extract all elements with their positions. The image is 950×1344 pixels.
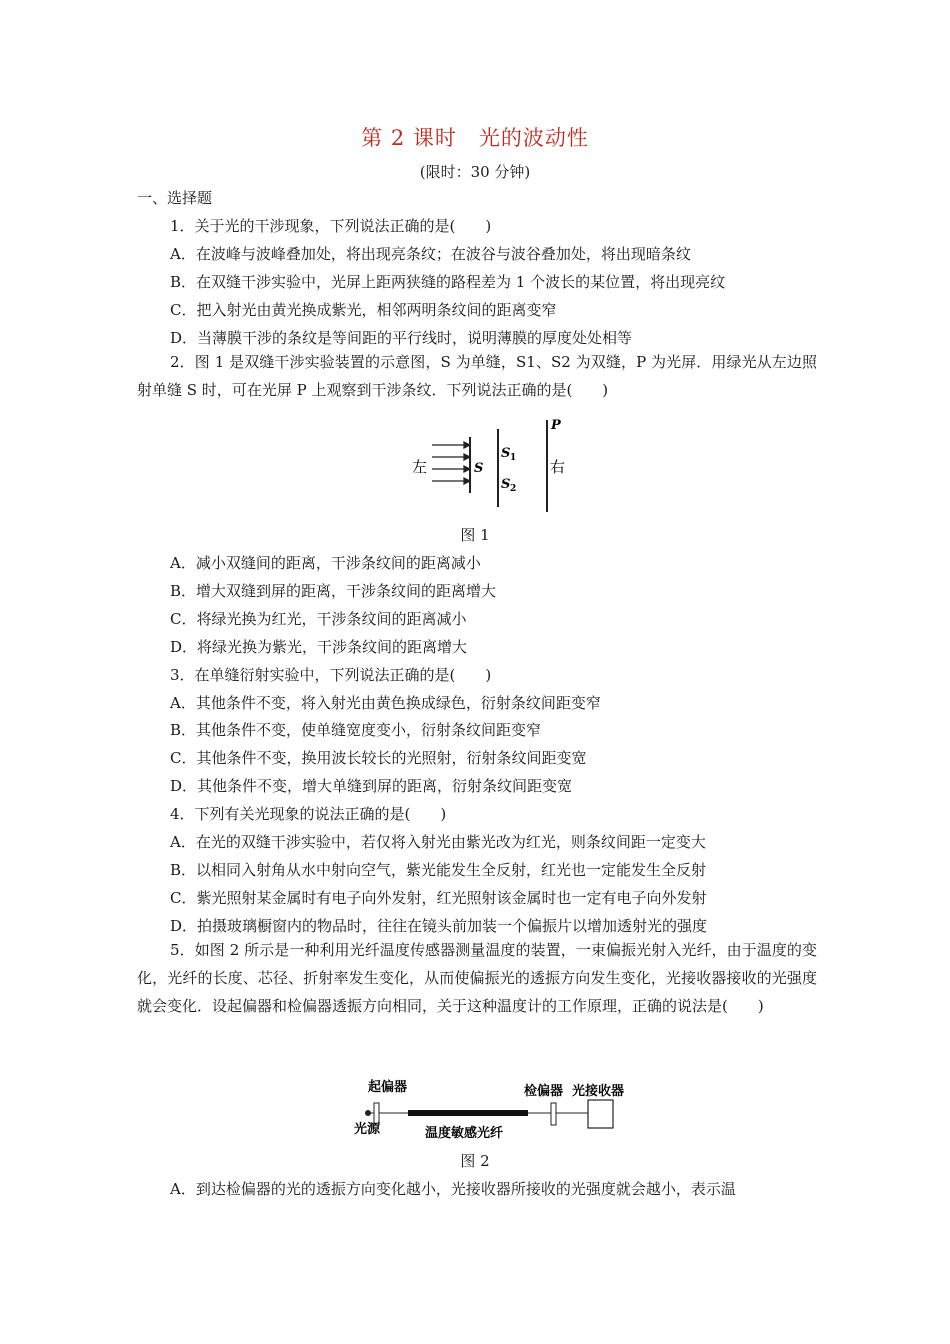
figure-1-double-slit bbox=[400, 415, 580, 515]
fig1-label-s2-sub: 2 bbox=[510, 484, 517, 494]
q3-option-b: B．其他条件不变，使单缝宽度变小，衍射条纹间距变窄 bbox=[170, 721, 542, 739]
q4-option-b: B．以相同入射角从水中射向空气，紫光能发生全反射，红光也一定能发生全反射 bbox=[170, 861, 707, 879]
fig1-label-s1: S bbox=[501, 446, 511, 461]
fig2-label-analyzer: 检偏器 bbox=[524, 1084, 564, 1099]
fig2-label-receiver: 光接收器 bbox=[572, 1084, 625, 1099]
q5-option-a: A．到达检偏器的光的透振方向变化越小，光接收器所接收的光强度就会越小，表示温 bbox=[170, 1180, 736, 1198]
fig2-label-fiber: 温度敏感光纤 bbox=[425, 1126, 504, 1141]
q1-option-b: B．在双缝干涉实验中，光屏上距两狭缝的路程差为 1 个波长的某位置，将出现亮纹 bbox=[170, 273, 726, 291]
q4-option-a: A．在光的双缝干涉实验中，若仅将入射光由紫光改为红光，则条纹间距一定变大 bbox=[170, 833, 706, 851]
q1-stem: 1．关于光的干涉现象，下列说法正确的是( ) bbox=[170, 217, 492, 235]
fig1-label-left: 左 bbox=[412, 458, 428, 476]
q3-option-a: A．其他条件不变，将入射光由黄色换成绿色，衍射条纹间距变窄 bbox=[170, 694, 601, 712]
receiver-box bbox=[588, 1100, 613, 1128]
q4-stem: 4．下列有关光现象的说法正确的是( ) bbox=[170, 805, 447, 823]
q2-option-d: D．将绿光换为紫光，干涉条纹间的距离增大 bbox=[170, 638, 468, 656]
fig2-label-polarizer: 起偏器 bbox=[368, 1080, 408, 1095]
fig1-label-s2: S bbox=[501, 477, 511, 492]
q4-option-c: C．紫光照射某金属时有电子向外发射，红光照射该金属时也一定有电子向外发射 bbox=[170, 889, 707, 907]
fig1-label-p: P bbox=[551, 418, 561, 433]
arrow-icon bbox=[432, 442, 470, 484]
q2-stem: 2．图 1 是双缝干涉实验装置的示意图，S 为单缝，S1、S2 为双缝，P 为光屏．用绿光从左边照射单缝 S 时，可在光屏 P 上观察到干涉条纹．下列说法正确的是( ) bbox=[137, 353, 817, 399]
q3-option-d: D．其他条件不变，增大单缝到屏的距离，衍射条纹间距变宽 bbox=[170, 777, 573, 795]
fig1-label-s: S bbox=[474, 461, 484, 476]
fig1-label-s1-sub: 1 bbox=[510, 453, 517, 463]
q3-stem: 3．在单缝衍射实验中，下列说法正确的是( ) bbox=[170, 666, 492, 684]
fig1-label-right: 右 bbox=[550, 458, 566, 476]
figure-2-caption: 图 2 bbox=[460, 1152, 490, 1170]
q3-option-c: C．其他条件不变，换用波长较长的光照射，衍射条纹间距变宽 bbox=[170, 749, 587, 767]
analyzer-plate bbox=[551, 1103, 556, 1125]
q2-option-c: C．将绿光换为红光，干涉条纹间的距离减小 bbox=[170, 610, 467, 628]
fig2-label-source: 光源 bbox=[354, 1122, 381, 1137]
page-title: 第 2 课时 光的波动性 bbox=[361, 126, 589, 150]
time-limit: (限时：30 分钟) bbox=[419, 163, 531, 181]
q4-option-d: D．拍摄玻璃橱窗内的物品时，往往在镜头前加装一个偏振片以增加透射光的强度 bbox=[170, 917, 708, 935]
q5-stem: 5．如图 2 所示是一种利用光纤温度传感器测量温度的装置，一束偏振光射入光纤，由于温度的变化，光纤的长度、芯径、折射率发生变化，从而使偏振光的透振方向发生变化，光接收器接收的光强度就会变化．设起偏器和检偏器透振方向相同，关于这种温度计的工作原理，正确的说法是( ) bbox=[137, 941, 817, 1015]
q1-option-a: A．在波峰与波峰叠加处，将出现亮条纹；在波谷与波谷叠加处，将出现暗条纹 bbox=[170, 245, 691, 263]
section-heading: 一、选择题 bbox=[137, 189, 213, 207]
figure-1-caption: 图 1 bbox=[460, 526, 490, 544]
temperature-fiber bbox=[408, 1110, 528, 1116]
q1-option-d: D．当薄膜干涉的条纹是等间距的平行线时，说明薄膜的厚度处处相等 bbox=[170, 329, 633, 347]
figure-2-fiber-thermometer bbox=[350, 1075, 650, 1145]
q2-option-b: B．增大双缝到屏的距离，干涉条纹间的距离增大 bbox=[170, 582, 497, 600]
q1-option-c: C．把入射光由黄光换成紫光，相邻两明条纹间的距离变窄 bbox=[170, 301, 557, 319]
q2-option-a: A．减小双缝间的距离，干涉条纹间的距离减小 bbox=[170, 554, 481, 572]
